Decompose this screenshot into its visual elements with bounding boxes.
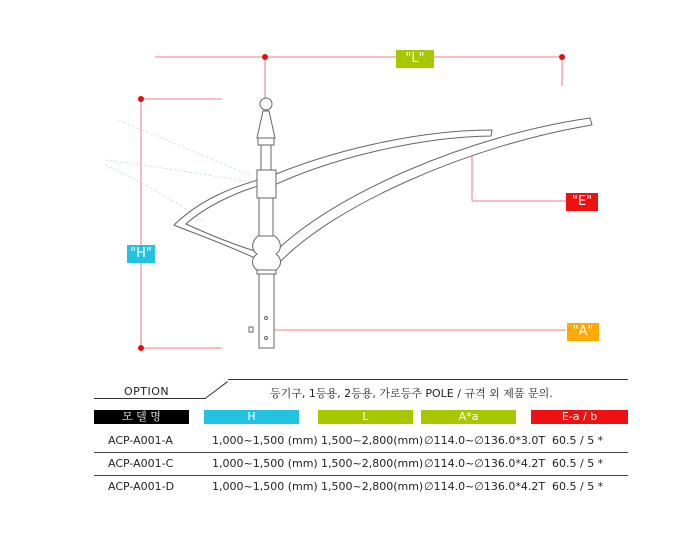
header-a: A*a: [421, 410, 516, 424]
pole: [249, 98, 281, 348]
header-e: E-a / b: [531, 410, 628, 424]
pole-bolt-1: [265, 317, 268, 320]
e-dimension-label: "E": [566, 193, 598, 211]
row-l: 1,500~2,800(mm): [321, 480, 424, 493]
h-dot-top: [138, 96, 144, 102]
spec-table-header: [94, 410, 628, 424]
pole-bolt-2: [265, 337, 268, 340]
pole-band-base: [257, 270, 276, 274]
row-a: ∅114.0~∅136.0*4.2T: [424, 480, 546, 493]
h-dot-bottom: [138, 345, 144, 351]
ghost-line-2: [105, 160, 250, 182]
option-label: OPTION: [124, 385, 170, 398]
row-a: ∅114.0~∅136.0*4.2T: [424, 457, 546, 470]
header-model: 모 델 명: [94, 410, 189, 424]
pole-collar: [257, 170, 276, 198]
row-h: 1,000~1,500 (mm): [212, 457, 318, 470]
option-underline-left: [94, 398, 206, 399]
row-e: 60.5 / 5 *: [552, 434, 604, 447]
pole-finial-cone: [257, 111, 275, 138]
l-dot-left: [262, 54, 268, 60]
ghost-lines: [105, 120, 250, 222]
pole-mid-section: [259, 198, 273, 236]
h-dimension-label: "H": [127, 245, 155, 263]
a-dimension-label: "A": [567, 323, 599, 341]
row-e: 60.5 / 5 *: [552, 457, 604, 470]
curved-arm: [174, 180, 258, 258]
header-h: H: [204, 410, 299, 424]
row-l: 1,500~2,800(mm): [321, 457, 424, 470]
row-l: 1,500~2,800(mm): [321, 434, 424, 447]
pole-cap: [258, 138, 274, 145]
option-overline-right: [228, 379, 628, 380]
table-row: [94, 453, 628, 475]
row-model: ACP-A001-C: [108, 457, 174, 470]
table-row: [94, 430, 628, 452]
row-a: ∅114.0~∅136.0*3.0T: [424, 434, 546, 447]
header-l: L: [318, 410, 413, 424]
pole-arms: [174, 118, 592, 262]
pole-decorative-band: [253, 236, 281, 270]
option-text: 등기구, 1등용, 2등용, 가로등주 POLE / 규격 외 제품 문의.: [270, 387, 553, 400]
pole-flange: [249, 327, 253, 332]
pole-top-section: [261, 145, 271, 170]
pole-finial-ball: [260, 98, 272, 110]
l-dot-right: [559, 54, 565, 60]
l-dimension-label: "L": [396, 50, 434, 68]
row-model: ACP-A001-D: [108, 480, 175, 493]
row-h: 1,000~1,500 (mm): [212, 434, 318, 447]
row-h: 1,000~1,500 (mm): [212, 480, 318, 493]
row-model: ACP-A001-A: [108, 434, 173, 447]
ghost-line-1: [118, 120, 250, 175]
table-row: [94, 476, 628, 498]
row-e: 60.5 / 5 *: [552, 480, 604, 493]
